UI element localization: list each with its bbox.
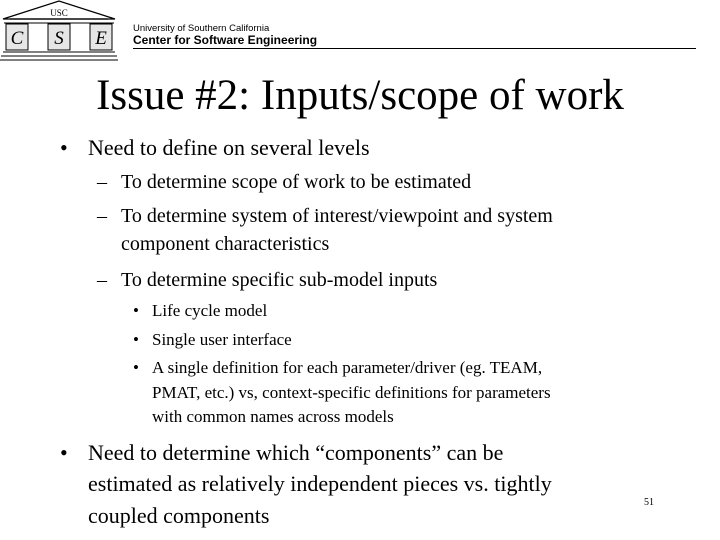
- page-number: 51: [644, 497, 654, 508]
- subbullet-marker: •: [133, 301, 139, 320]
- slide-title: Issue #2: Inputs/scope of work: [96, 72, 624, 119]
- subbullet-marker: •: [133, 358, 139, 377]
- subbullet-definition-line3: with common names across models: [152, 407, 394, 426]
- bullet-components-line3: coupled components: [88, 503, 270, 528]
- dash-system-of-interest-line1: To determine system of interest/viewpoint and system: [121, 205, 553, 227]
- dash-sub-model-inputs: To determine specific sub-model inputs: [121, 269, 438, 291]
- university-name: University of Southern California: [133, 23, 270, 34]
- usc-cse-logo: [0, 0, 118, 62]
- subbullet-definition-line2: PMAT, etc.) vs, context-specific definitions for parameters: [152, 383, 551, 402]
- logo-letter-c: C: [10, 28, 24, 49]
- bullet-components-line2: estimated as relatively independent pieces vs. tightly: [88, 471, 552, 496]
- bullet-need-to-define: Need to define on several levels: [88, 135, 370, 160]
- header-divider: [133, 48, 696, 49]
- bullet-marker: •: [60, 135, 68, 160]
- bullet-marker: •: [60, 440, 68, 465]
- logo-top-text: USC: [50, 8, 68, 18]
- dash-marker: –: [97, 269, 107, 291]
- subbullet-life-cycle: Life cycle model: [152, 301, 268, 320]
- dash-scope-of-work: To determine scope of work to be estimated: [121, 171, 472, 193]
- logo-letter-s: S: [54, 28, 64, 49]
- center-name: Center for Software Engineering: [133, 33, 318, 47]
- dash-marker: –: [97, 171, 107, 193]
- subbullet-user-interface: Single user interface: [152, 330, 292, 349]
- subbullet-marker: •: [133, 330, 139, 349]
- logo-letter-e: E: [95, 28, 107, 49]
- bullet-components-line1: Need to determine which “components” can be: [88, 440, 504, 465]
- dash-system-of-interest-line2: component characteristics: [121, 233, 330, 255]
- subbullet-definition-line1: A single definition for each parameter/driver (eg. TEAM,: [152, 358, 543, 377]
- dash-marker: –: [97, 205, 107, 227]
